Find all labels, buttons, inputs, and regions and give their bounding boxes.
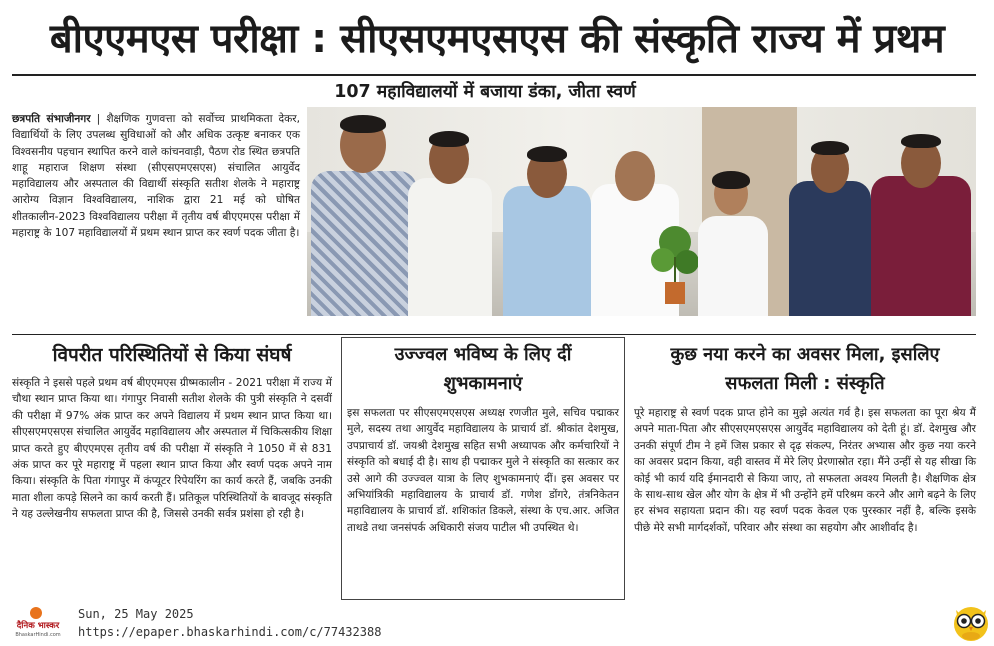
section-3-heading-line2: सफलता मिली : संस्कृति [725, 373, 885, 394]
owl-icon [952, 602, 990, 642]
person-7 [867, 126, 976, 316]
sun-icon [30, 607, 42, 619]
section-3-heading [634, 340, 976, 400]
section-2-body: इस सफलता पर सीएसएमएसएस अध्यक्ष रणजीत मुले, सचिव पद्माकर मुले, सदस्य तथा आयुर्वेद महाविद्यालय के प्राचार्य डॉ. श्रीकांत देशमुख, उपप्राचार्य डॉ. जयश्री देशमुख सहित सभी अध्यापक और कर्मचारियों ने संस्कृति को बधाई दी है। साथ ही पद्माकर मुले ने संस्कृति का सत्कार कर उसे आगे की उज्ज्वल यात्रा के लिए शुभकामनाएं दीं। इस अवसर पर अभियांत्रिकी महाविद्यालय के प्राचार्य डॉ. गणेश डोंगरे, तंत्रनिकेतन महाविद्यालय के प्राचार्य डॉ. शशिकांत डिकले, संस्था के एच.आर. अजित ताथडे तथा जनसंपर्क अधिकारी संजय पाटील भी उपस्थित थे। [347, 407, 619, 534]
section-rule [12, 334, 976, 335]
section-2-heading [345, 340, 621, 400]
section-3-body: पूरे महाराष्ट्र से स्वर्ण पदक प्राप्त होने का मुझे अत्यंत गर्व है। इस सफलता का पूरा श्रेय मैं अपने माता-पिता और सीएसएमएसएस आयुर्वेद महाविद्यालय को देती हूं। डॉ. देशमुख और उनकी संपूर्ण टीम ने हमें जिस प्रकार से दृढ़ संकल्प, निरंतर अभ्यास और कुछ नया करने का अवसर प्रदान किया, वही वास्तव में मेरे लिए प्रेरणास्रोत रहा। मैंने उन्हीं से यह सीखा कि कोई भी कार्य यदि ईमानदारी से किया जाए, तो सफलता अवश्य मिलती है। शैक्षणिक क्षेत्र के साथ-साथ खेल और योग के क्षेत्र में भी उन्होंने हमें परिश्रम करने और आगे बढ़ने के लिए हर संभव सहायता प्रदान की। यह स्वर्ण पदक केवल एक पुरस्कार नहीं है, बल्कि इसके पीछे मेरे सभी मार्गदर्शकों, परिवार और संस्था का सहयोग और आशीर्वाद है। [634, 407, 976, 534]
person-5 [692, 171, 772, 316]
intro-paragraph: छत्रपति संभाजीनगर | शैक्षणिक गुणवत्ता को सर्वोच्च प्राथमिकता देकर, विद्यार्थियों के लिए उपलब्ध सुविधाओं को और अधिक उत्कृष्ट बनाकर एक विश्वसनीय पहचान स्थापित करने वाले कांचनवाड़ी, पैठण रोड स्थित छत्रपति शाहू महाराज शिक्षण संस्था (सीएसएमएसएस) संचालित आयुर्वेद महाविद्यालय और अस्पताल की विद्यार्थी संस्कृति सतीश शेलके ने महाराष्ट्र आरोग्य विज्ञान विश्वविद्यालय, नाशिक द्वारा 21 मई को घोषित शीतकालीन-2023 विश्वविद्यालय परीक्षा में तृतीय वर्ष बीएएमएस परीक्षा में महाराष्ट्र के 107 महाविद्यालयों में प्रथम स्थान प्राप्त कर स्वर्ण पदक जीता है। [12, 113, 300, 240]
headline: बीएएमएस परीक्षा : सीएसएमएसएस की संस्कृति राज्य में प्रथम [49, 16, 945, 62]
brand-name: दैनिक भास्कर [16, 621, 60, 631]
person-6 [785, 131, 875, 316]
section-2-heading-line2: शुभकामनाएं [443, 373, 523, 394]
footer-date: Sun, 25 May 2025 [78, 607, 194, 621]
section-2-heading-line1: उज्ज्वल भविष्य के लिए दीं [394, 344, 572, 365]
section-3-heading-line1: कुछ नया करने का अवसर मिला, इसलिए [670, 344, 940, 365]
brand-logo [3, 605, 73, 641]
person-3 [497, 136, 597, 316]
dateline: छत्रपति संभाजीनगर [12, 113, 91, 125]
news-photo [307, 107, 976, 316]
intro-text: शैक्षणिक गुणवत्ता को सर्वोच्च प्राथमिकता देकर, विद्यार्थियों के लिए उपलब्ध सुविधाओं को और अधिक उत्कृष्ट बनाकर एक विश्वसनीय पहचान स्थापित करने वाले कांचनवाड़ी, पैठण रोड स्थित छत्रपति शाहू महाराज शिक्षण संस्था (सीएसएमएसएस) संचालित आयुर्वेद महाविद्यालय और अस्पताल की विद्यार्थी संस्कृति सतीश शेलके ने महाराष्ट्र आरोग्य विज्ञान विश्वविद्यालय, नाशिक द्वारा 21 मई को घोषित शीतकालीन-2023 विश्वविद्यालय परीक्षा में तृतीय वर्ष बीएएमएस परीक्षा में महाराष्ट्र के 107 महाविद्यालयों में प्रथम स्थान प्राप्त कर स्वर्ण पदक जीता है। [12, 113, 300, 240]
headline-rule [12, 74, 976, 76]
subheadline: 107 महाविद्यालयों में बजाया डंका, जीता स्वर्ण [334, 82, 636, 102]
person-2 [402, 126, 497, 316]
section-1-body: संस्कृति ने इससे पहले प्रथम वर्ष बीएएमएस ग्रीष्मकालीन - 2021 परीक्षा में राज्य में चौथा स्थान प्राप्त किया था। गंगापुर निवासी सतीश शेलके की पुत्री संस्कृति ने दसवीं की परीक्षा में 97% अंक प्राप्त कर अपने विद्यालय में प्रथम स्थान प्राप्त किया था। सीएसएमएसएस संचालित आयुर्वेद महाविद्यालय और अस्पताल में चिकित्सकीय शिक्षा प्राप्त करते हुए बीएएमएस तृतीय वर्ष की परीक्षा में संस्कृति ने 1050 में से 831 अंक प्राप्त कर पूरे महाराष्ट्र में पहला स्थान प्राप्त किया और स्वर्ण पदक अपने नाम किया। संस्कृति के पिता गंगापुर में कंप्यूटर रिपेयरिंग का कार्य करते हैं, जबकि उनकी माता शीला कपड़े सिलने का कार्य करती हैं। प्रतिकूल परिस्थितियों के बावजूद संस्कृति ने यह उल्लेखनीय सफलता प्राप्त की है, जिससे उनकी सर्वत्र प्रशंसा हो रही है। [12, 377, 332, 521]
footer-url[interactable]: https://epaper.bhaskarhindi.com/c/77432388 [78, 625, 382, 639]
section-1-heading: विपरीत परिस्थितियों से किया संघर्ष [52, 344, 292, 366]
brand-sub: BhaskarHindi.com [15, 632, 61, 638]
